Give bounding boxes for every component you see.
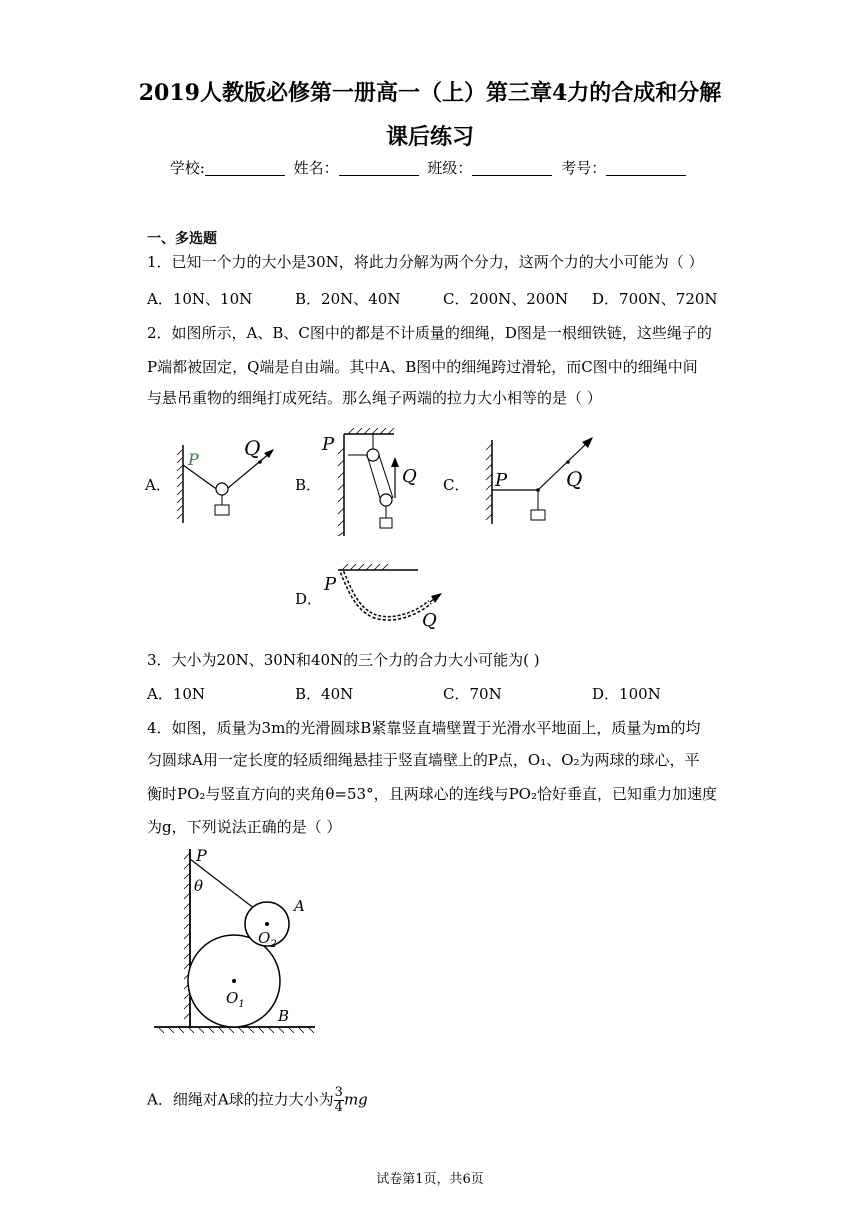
fig-c-p-label: P bbox=[495, 470, 508, 491]
q4-fig-b-label: B bbox=[278, 1007, 290, 1025]
fig-b-p-label: P bbox=[322, 434, 335, 455]
name-blank[interactable] bbox=[339, 161, 419, 176]
class-label: 班级： bbox=[427, 159, 473, 177]
q3-option-b: B．40N bbox=[295, 685, 354, 703]
q1-option-a: A．10N、10N bbox=[147, 290, 253, 308]
q2-label-a: A． bbox=[145, 476, 171, 494]
exam-no-blank[interactable] bbox=[606, 161, 686, 176]
name-label: 姓名： bbox=[293, 159, 339, 177]
q2-line1: 2．如图所示，A、B、C图中的都是不计质量的细绳，D图是一根细铁链，这些绳子的 bbox=[147, 324, 712, 342]
q3-text: 3．大小为20N、30N和40N的三个力的合力大小可能为( ) bbox=[147, 651, 540, 669]
q4-fig-theta-label: θ bbox=[194, 877, 204, 895]
q4-figure bbox=[150, 845, 320, 1040]
fig-d-q-label: Q bbox=[422, 610, 437, 631]
q3-option-c: C．70N bbox=[443, 685, 502, 703]
q1-option-b: B．20N、40N bbox=[295, 290, 401, 308]
q4-fig-a-label: A bbox=[294, 897, 305, 915]
class-blank[interactable] bbox=[472, 161, 552, 176]
q1-text: 1．已知一个力的大小是30N，将此力分解为两个分力，这两个力的大小可能为（ ） bbox=[147, 253, 704, 271]
q1-option-c: C．200N、200N bbox=[443, 290, 568, 308]
fig-a-q-label: Q bbox=[244, 436, 261, 460]
q4-option-a bbox=[147, 1086, 368, 1115]
q4-line4: 为g，下列说法正确的是（ ） bbox=[147, 818, 342, 836]
student-info-row bbox=[0, 157, 860, 178]
fig-a-p-label: P bbox=[188, 450, 199, 469]
fig-c-q-label: Q bbox=[566, 467, 583, 491]
q4-line3: 衡时PO₂与竖直方向的夹角θ=53°，且两球心的连线与PO₂恰好垂直，已知重力加速度 bbox=[147, 785, 717, 803]
q2-label-c: C． bbox=[443, 476, 470, 494]
q2-figure-a bbox=[170, 435, 290, 525]
q2-figure-d bbox=[318, 560, 458, 635]
q4-fig-o1-label: $O_1$ bbox=[226, 989, 245, 1010]
exam-no-label: 考号： bbox=[561, 159, 607, 177]
document-title-line1: 2019人教版必修第一册高一（上）第三章4力的合成和分解 bbox=[138, 80, 722, 106]
q2-label-b: B． bbox=[295, 476, 322, 494]
q4-fig-p-label: P bbox=[196, 846, 207, 865]
fig-b-q-label: Q bbox=[402, 466, 417, 487]
school-blank[interactable] bbox=[205, 161, 285, 176]
q4-option-a-tail: mg bbox=[343, 1090, 368, 1109]
q4-line2: 匀圆球A用一定长度的轻质细绳悬挂于竖直墙壁上的P点，O₁、O₂为两球的球心，平 bbox=[147, 751, 700, 769]
page-footer: 试卷第1页，共6页 bbox=[376, 1172, 484, 1187]
q2-line2: P端都被固定，Q端是自由端。其中A、B图中的细绳跨过滑轮，而C图中的细绳中间 bbox=[147, 358, 698, 376]
q3-option-a: A．10N bbox=[147, 685, 206, 703]
school-label: 学校: bbox=[169, 159, 205, 177]
q3-option-d: D．100N bbox=[592, 685, 661, 703]
q2-figure-c bbox=[482, 432, 602, 527]
q2-label-d: D． bbox=[295, 590, 323, 608]
q2-line3: 与悬吊重物的细绳打成死结。那么绳子两端的拉力大小相等的是（ ） bbox=[147, 389, 602, 407]
q4-option-a-fraction: $\frac{3}{4}$ bbox=[334, 1085, 343, 1115]
q2-figure-b bbox=[318, 428, 418, 538]
fig-d-p-label: P bbox=[324, 574, 337, 595]
q1-option-d: D．700N、720N bbox=[592, 290, 718, 308]
section-heading: 一、多选题 bbox=[147, 231, 217, 247]
q4-fig-o2-label: $O_2$ bbox=[258, 929, 277, 950]
q4-option-a-text: A．细绳对A球的拉力大小为 bbox=[147, 1090, 334, 1109]
q4-line1: 4．如图，质量为3m的光滑圆球B紧靠竖直墙壁置于光滑水平地面上，质量为m的均 bbox=[147, 719, 701, 737]
document-title-line2: 课后练习 bbox=[385, 124, 474, 150]
